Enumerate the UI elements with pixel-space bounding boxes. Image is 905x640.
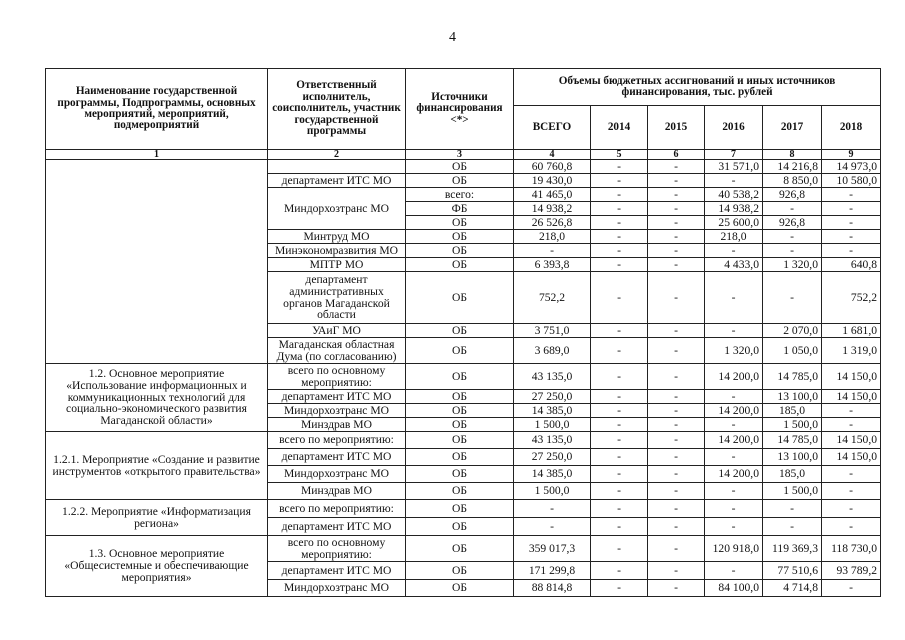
value-cell: - [648, 338, 705, 364]
value-cell: 88 814,8 [514, 580, 591, 597]
value-cell: 14 938,2 [514, 202, 591, 216]
value-cell: - [591, 518, 648, 536]
value-cell: - [591, 404, 648, 418]
value-cell: 84 100,0 [705, 580, 763, 597]
value-cell: - [591, 188, 648, 202]
header-year-2018: 2018 [822, 106, 881, 150]
header-source: Источники финансирования <*> [406, 69, 514, 150]
value-cell: - [705, 324, 763, 338]
executor-cell: МПТР МО [268, 258, 406, 272]
table-row [46, 432, 881, 449]
value-cell: 31 571,0 [705, 160, 763, 174]
value-cell: - [591, 272, 648, 324]
value-cell: 14 150,0 [822, 449, 881, 466]
value-cell: - [822, 466, 881, 483]
value-cell: - [763, 244, 822, 258]
value-cell: - [763, 518, 822, 536]
value-cell: - [591, 536, 648, 562]
value-cell: 171 299,8 [514, 562, 591, 580]
source-cell: ОБ [406, 244, 514, 258]
value-cell: 926,8 [763, 216, 822, 230]
value-cell: - [648, 188, 705, 202]
value-cell: 13 100,0 [763, 449, 822, 466]
header-year-2014: 2014 [591, 106, 648, 150]
executor-cell: департамент ИТС МО [268, 449, 406, 466]
value-cell: 4 714,8 [763, 580, 822, 597]
value-cell: - [591, 174, 648, 188]
value-cell: 118 730,0 [822, 536, 881, 562]
column-number: 1 [46, 150, 268, 160]
column-number: 7 [705, 150, 763, 160]
column-number: 8 [763, 150, 822, 160]
value-cell: 26 526,8 [514, 216, 591, 230]
value-cell: - [822, 188, 881, 202]
value-cell: 27 250,0 [514, 449, 591, 466]
source-cell: ОБ [406, 230, 514, 244]
value-cell: - [705, 518, 763, 536]
header-name: Наименование государственной программы, Подпрограммы, основных мероприятий, мероприятий, подмероприятий [46, 69, 268, 150]
value-cell: 218,0 [514, 230, 591, 244]
executor-cell: Минтруд МО [268, 230, 406, 244]
value-cell: - [591, 324, 648, 338]
value-cell: 19 430,0 [514, 174, 591, 188]
source-cell: ОБ [406, 216, 514, 230]
value-cell: 359 017,3 [514, 536, 591, 562]
source-cell: ФБ [406, 202, 514, 216]
table-row [46, 536, 881, 562]
value-cell: - [591, 216, 648, 230]
column-number: 6 [648, 150, 705, 160]
value-cell: 752,2 [822, 272, 881, 324]
value-cell: - [648, 432, 705, 449]
value-cell: - [705, 174, 763, 188]
value-cell: 14 938,2 [705, 202, 763, 216]
value-cell: - [591, 230, 648, 244]
executor-cell: всего по основному мероприятию: [268, 364, 406, 390]
source-cell: ОБ [406, 449, 514, 466]
value-cell: - [591, 160, 648, 174]
value-cell: - [705, 500, 763, 518]
value-cell: - [591, 483, 648, 500]
value-cell: - [591, 562, 648, 580]
source-cell: ОБ [406, 562, 514, 580]
value-cell: 1 320,0 [763, 258, 822, 272]
value-cell: 14 200,0 [705, 432, 763, 449]
value-cell: 4 433,0 [705, 258, 763, 272]
source-cell: ОБ [406, 404, 514, 418]
value-cell: 1 500,0 [763, 483, 822, 500]
value-cell: 1 319,0 [822, 338, 881, 364]
value-cell: 93 789,2 [822, 562, 881, 580]
value-cell: - [648, 390, 705, 404]
header-volumes: Объемы бюджетных ассигнований и иных источников финансирования, тыс. рублей [514, 69, 881, 106]
executor-cell [268, 160, 406, 174]
value-cell: - [822, 216, 881, 230]
value-cell: 1 320,0 [705, 338, 763, 364]
executor-cell: департамент ИТС МО [268, 562, 406, 580]
executor-cell: всего по мероприятию: [268, 432, 406, 449]
value-cell: 185,0 [763, 466, 822, 483]
value-cell: - [822, 404, 881, 418]
source-cell: ОБ [406, 500, 514, 518]
value-cell: 640,8 [822, 258, 881, 272]
value-cell: - [648, 230, 705, 244]
value-cell: 2 070,0 [763, 324, 822, 338]
table-row [46, 500, 881, 518]
value-cell: - [648, 216, 705, 230]
value-cell: 14 150,0 [822, 364, 881, 390]
value-cell: 60 760,8 [514, 160, 591, 174]
value-cell: - [648, 500, 705, 518]
value-cell: - [648, 174, 705, 188]
source-cell: ОБ [406, 483, 514, 500]
value-cell: - [763, 272, 822, 324]
value-cell: - [705, 562, 763, 580]
executor-cell: Минздрав МО [268, 418, 406, 432]
source-cell: ОБ [406, 580, 514, 597]
source-cell: ОБ [406, 364, 514, 390]
source-cell: ОБ [406, 390, 514, 404]
value-cell: 8 850,0 [763, 174, 822, 188]
executor-cell: УАиГ МО [268, 324, 406, 338]
source-cell: ОБ [406, 324, 514, 338]
value-cell: - [648, 518, 705, 536]
header-total: ВСЕГО [514, 106, 591, 150]
value-cell: - [591, 449, 648, 466]
source-cell: всего: [406, 188, 514, 202]
table-row [46, 160, 881, 174]
column-number: 3 [406, 150, 514, 160]
executor-cell: департамент ИТС МО [268, 174, 406, 188]
value-cell: - [514, 244, 591, 258]
value-cell: - [822, 500, 881, 518]
value-cell: - [514, 518, 591, 536]
executor-cell: департамент ИТС МО [268, 390, 406, 404]
value-cell: - [763, 230, 822, 244]
value-cell: - [591, 244, 648, 258]
executor-cell: Магаданская областная Дума (по согласованию) [268, 338, 406, 364]
executor-cell: Миндорхозтранс МО [268, 404, 406, 418]
value-cell: - [514, 500, 591, 518]
value-cell: - [648, 536, 705, 562]
value-cell: - [822, 580, 881, 597]
value-cell: - [705, 418, 763, 432]
value-cell: 1 500,0 [514, 418, 591, 432]
value-cell: 14 216,8 [763, 160, 822, 174]
value-cell: - [705, 272, 763, 324]
value-cell: - [648, 202, 705, 216]
value-cell: 1 050,0 [763, 338, 822, 364]
value-cell: 218,0 [705, 230, 763, 244]
value-cell: 43 135,0 [514, 364, 591, 390]
value-cell: - [822, 418, 881, 432]
value-cell: - [591, 580, 648, 597]
value-cell: - [705, 244, 763, 258]
value-cell: - [591, 364, 648, 390]
value-cell: - [591, 500, 648, 518]
header-executor: Ответственный исполнитель, соисполнитель, участник государственной программы [268, 69, 406, 150]
value-cell: - [591, 390, 648, 404]
column-numbers-row [46, 150, 881, 160]
source-cell: ОБ [406, 272, 514, 324]
value-cell: - [648, 160, 705, 174]
executor-cell: Миндорхозтранс МО [268, 580, 406, 597]
value-cell: 3 751,0 [514, 324, 591, 338]
value-cell: - [591, 258, 648, 272]
value-cell: 10 580,0 [822, 174, 881, 188]
value-cell: 14 200,0 [705, 364, 763, 390]
value-cell: - [822, 244, 881, 258]
value-cell: 14 785,0 [763, 432, 822, 449]
value-cell: - [822, 230, 881, 244]
value-cell: 27 250,0 [514, 390, 591, 404]
value-cell: 13 100,0 [763, 390, 822, 404]
budget-allocation-table [45, 68, 881, 597]
value-cell: 77 510,6 [763, 562, 822, 580]
value-cell: 1 500,0 [514, 483, 591, 500]
value-cell: - [705, 449, 763, 466]
header-year-2017: 2017 [763, 106, 822, 150]
value-cell: 119 369,3 [763, 536, 822, 562]
header-year-2015: 2015 [648, 106, 705, 150]
source-cell: ОБ [406, 258, 514, 272]
source-cell: ОБ [406, 432, 514, 449]
value-cell: 14 973,0 [822, 160, 881, 174]
executor-cell: всего по мероприятию: [268, 500, 406, 518]
value-cell: - [648, 324, 705, 338]
column-number: 5 [591, 150, 648, 160]
value-cell: - [705, 483, 763, 500]
value-cell: 14 200,0 [705, 404, 763, 418]
executor-cell: Миндорхозтранс МО [268, 188, 406, 230]
value-cell: 14 385,0 [514, 404, 591, 418]
column-number: 4 [514, 150, 591, 160]
value-cell: 25 600,0 [705, 216, 763, 230]
value-cell: 14 150,0 [822, 390, 881, 404]
value-cell: 14 150,0 [822, 432, 881, 449]
value-cell: - [648, 364, 705, 390]
column-number: 9 [822, 150, 881, 160]
source-cell: ОБ [406, 160, 514, 174]
executor-cell: департамент ИТС МО [268, 518, 406, 536]
value-cell: - [648, 418, 705, 432]
value-cell: - [763, 202, 822, 216]
value-cell: - [648, 580, 705, 597]
group-name-1-2-1: 1.2.1. Мероприятие «Создание и развитие инструментов «открытого правительства» [46, 432, 268, 500]
value-cell: 41 465,0 [514, 188, 591, 202]
value-cell: - [648, 258, 705, 272]
value-cell: - [591, 466, 648, 483]
header-row-1 [46, 69, 881, 106]
value-cell: 752,2 [514, 272, 591, 324]
group-name-cell-continued [46, 160, 268, 364]
value-cell: 14 785,0 [763, 364, 822, 390]
value-cell: 14 385,0 [514, 466, 591, 483]
value-cell: - [705, 390, 763, 404]
value-cell: - [822, 483, 881, 500]
table-row [46, 364, 881, 390]
column-number: 2 [268, 150, 406, 160]
executor-cell: Минэкономразвития МО [268, 244, 406, 258]
value-cell: 40 538,2 [705, 188, 763, 202]
group-name-1-3: 1.3. Основное мероприятие «Общесистемные и обеспечивающие мероприятия» [46, 536, 268, 597]
source-cell: ОБ [406, 418, 514, 432]
executor-cell: департамент административных органов Магаданской области [268, 272, 406, 324]
value-cell: - [648, 483, 705, 500]
value-cell: 1 500,0 [763, 418, 822, 432]
value-cell: 6 393,8 [514, 258, 591, 272]
value-cell: 3 689,0 [514, 338, 591, 364]
header-year-2016: 2016 [705, 106, 763, 150]
value-cell: 14 200,0 [705, 466, 763, 483]
value-cell: - [648, 272, 705, 324]
source-cell: ОБ [406, 518, 514, 536]
source-cell: ОБ [406, 536, 514, 562]
group-name-1-2-2: 1.2.2. Мероприятие «Информатизация региона» [46, 500, 268, 536]
value-cell: - [648, 562, 705, 580]
value-cell: - [648, 404, 705, 418]
value-cell: - [763, 500, 822, 518]
source-cell: ОБ [406, 466, 514, 483]
value-cell: 1 681,0 [822, 324, 881, 338]
value-cell: - [822, 518, 881, 536]
source-cell: ОБ [406, 338, 514, 364]
value-cell: - [591, 432, 648, 449]
value-cell: - [591, 202, 648, 216]
value-cell: 120 918,0 [705, 536, 763, 562]
value-cell: - [648, 466, 705, 483]
executor-cell: Минздрав МО [268, 483, 406, 500]
value-cell: - [648, 449, 705, 466]
page-number: 4 [449, 30, 456, 45]
value-cell: - [591, 338, 648, 364]
executor-cell: всего по основному мероприятию: [268, 536, 406, 562]
value-cell: 43 135,0 [514, 432, 591, 449]
value-cell: - [591, 418, 648, 432]
source-cell: ОБ [406, 174, 514, 188]
executor-cell: Миндорхозтранс МО [268, 466, 406, 483]
value-cell: 926,8 [763, 188, 822, 202]
value-cell: - [648, 244, 705, 258]
value-cell: 185,0 [763, 404, 822, 418]
group-name-1-2: 1.2. Основное мероприятие «Использование информационных и коммуникационных технологий для социально-экономического развития Магаданской области» [46, 364, 268, 432]
value-cell: - [822, 202, 881, 216]
